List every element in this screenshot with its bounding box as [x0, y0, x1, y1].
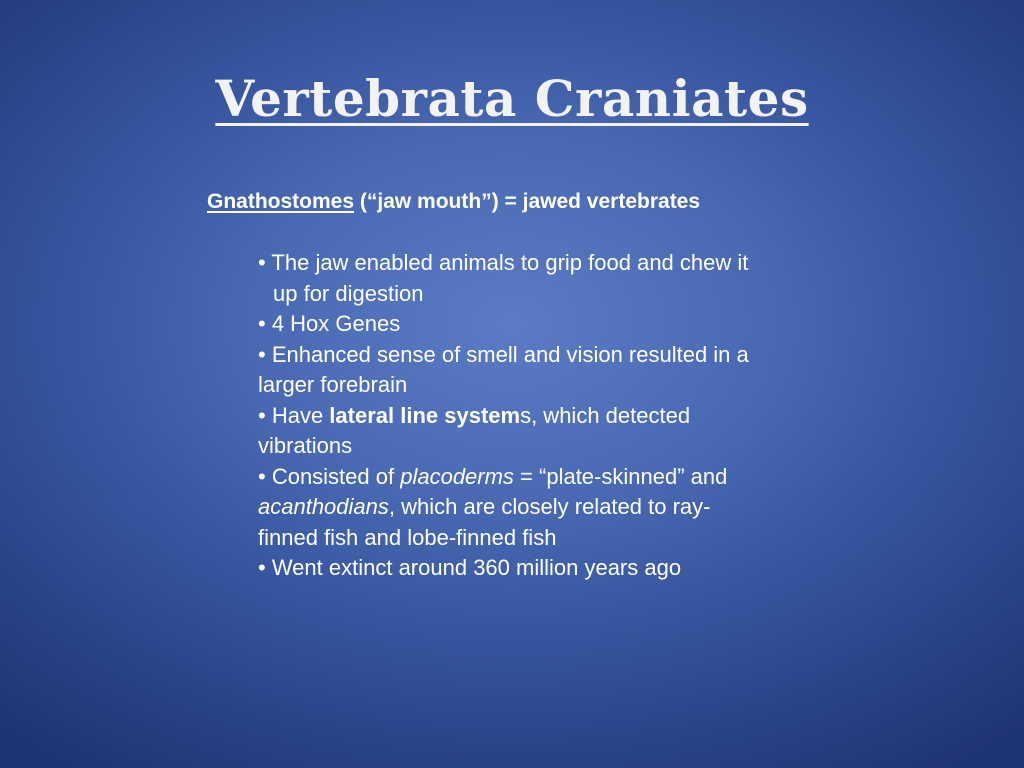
bullet-placoderms-after: , which are closely related to ray-	[388, 494, 711, 519]
bullet-list	[258, 248, 848, 584]
bullet-lateral-line-line2: vibrations	[258, 433, 353, 458]
bullet-placoderms-line1	[258, 462, 848, 493]
bullet-lateral-line-line1	[258, 401, 848, 432]
bullet-lateral-line-bold: lateral line system	[329, 402, 521, 428]
bullet-lateral-line-prefix: • Have	[258, 402, 330, 428]
bullet-placoderms-line3: finned fish and lobe-finned fish	[258, 524, 557, 550]
bullet-placoderms-italic2: acanthodians	[258, 494, 389, 519]
bullet-senses-line1: • Enhanced sense of smell and vision resulted in a	[258, 341, 749, 367]
bullet-hox-genes-text: • 4 Hox Genes	[258, 311, 401, 336]
slide-subtitle	[207, 188, 700, 216]
bullet-placoderms-line2	[258, 492, 848, 523]
bullet-jaw-line1: • The jaw enabled animals to grip food and chew it	[258, 250, 749, 275]
bullet-hox-genes	[258, 309, 848, 340]
bullet-extinct-text: • Went extinct around 360 million years ago	[258, 555, 682, 580]
subtitle-term: Gnathostomes	[207, 190, 355, 213]
bullet-placoderms-middle: = “plate-skinned” and	[513, 463, 728, 489]
subtitle-definition: (“jaw mouth”) = jawed vertebrates	[354, 190, 701, 213]
bullet-extinct	[258, 553, 848, 584]
bullet-senses-line2: larger forebrain	[258, 372, 408, 397]
bullet-jaw	[258, 248, 848, 309]
bullet-placoderms-prefix: • Consisted of	[258, 463, 401, 489]
bullet-lateral-line-suffix: s, which detected	[520, 402, 691, 428]
bullet-senses	[258, 340, 848, 401]
slide-title: Vertebrata Craniates	[215, 69, 809, 128]
bullet-jaw-line2: up for digestion	[273, 280, 424, 306]
bullet-placoderms-italic1: placoderms	[400, 463, 514, 489]
bullet-placoderms	[258, 462, 848, 554]
bullet-lateral-line	[258, 401, 848, 462]
